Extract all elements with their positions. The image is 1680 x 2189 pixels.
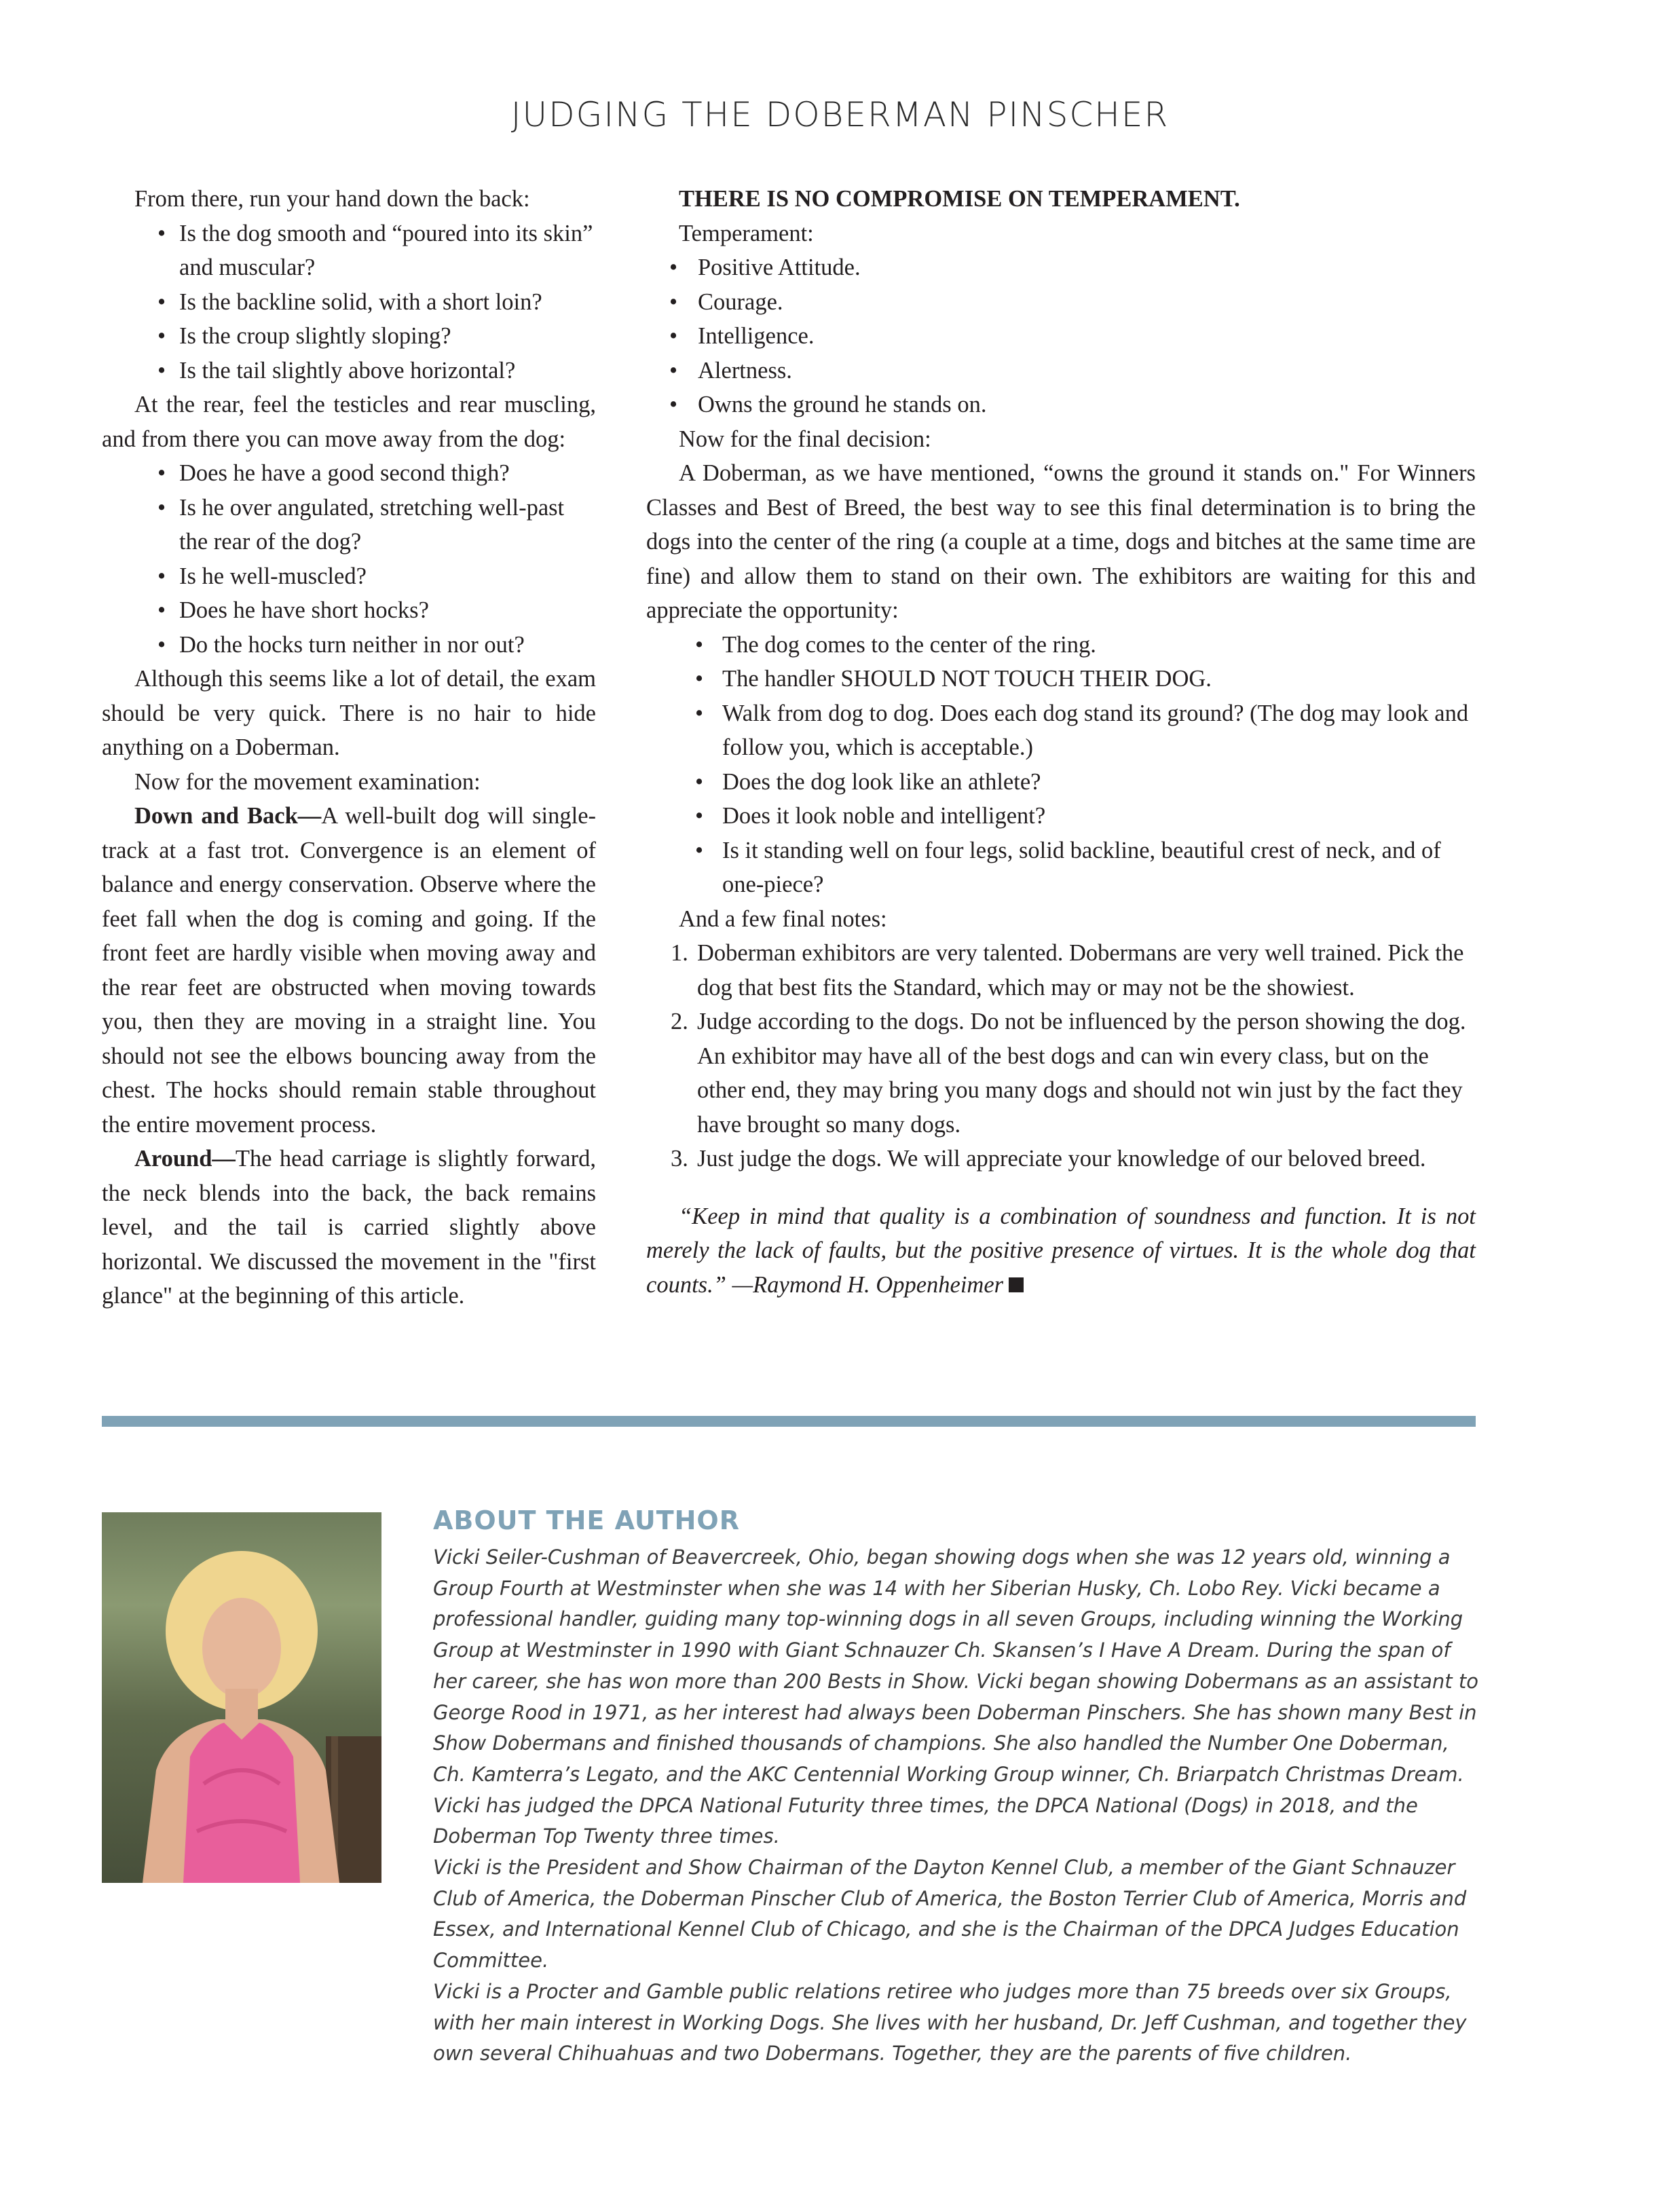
right-column — [646, 182, 1476, 1302]
list-item: • Is the backline solid, with a short loin? — [102, 285, 596, 320]
list-item: • Do the hocks turn neither in nor out? — [102, 628, 596, 662]
around-paragraph — [102, 1142, 596, 1313]
list-item: • Walk from dog to dog. Does each dog stand its ground? (The dog may look and follow you, which is acceptable.) — [646, 696, 1476, 765]
temperament-heading — [646, 182, 1476, 217]
list-item: • The dog comes to the center of the ring. — [646, 628, 1476, 662]
list-item — [646, 1142, 1476, 1176]
list-item: • Is he over angulated, stretching well-past the rear of the dog? — [102, 491, 596, 559]
end-mark-icon — [1009, 1277, 1024, 1292]
final-notes-list — [646, 936, 1476, 1176]
left-column — [102, 182, 596, 1313]
rear-checklist — [102, 456, 596, 662]
author-bio — [433, 1542, 1478, 2070]
final-intro: Now for the final decision: — [679, 426, 931, 452]
bio-paragraph: Vicki Seiler-Cushman of Beavercreek, Ohio, began showing dogs when she was 12 years old, winning a Group Fourth at Westminster when she was 14 with her Siberian Husky, Ch. Lobo Rey. Vicki became a professional handler, guiding many top-winning dogs in all seven Groups, including winning the Working Group at Westminster in 1990 with Giant Schnauzer Ch. Skansen’s I Have A Dream. During the span of her career, she has won more than 200 Bests in Show. Vicki began showing Dobermans as an assistant to George Rood in 1971, as her interest had always been Doberman Pinschers. She has shown many Best in Show Dobermans and finished thousands of champions. She also handled the Number One Doberman, Ch. Kamterra’s Legato, and the AKC Centennial Working Group winner, Ch. Briarpatch Christmas Dream. Vicki has judged the DPCA National Futurity three times, the DPCA National (Dogs) in 2018, and the Doberman Top Twenty three times. — [433, 1546, 1478, 1848]
list-item: • Does he have a good second thigh? — [102, 456, 596, 491]
around-label: Around— — [134, 1146, 236, 1172]
list-item: • Courage. — [646, 285, 1476, 320]
bio-paragraph: Vicki is the President and Show Chairman of the Dayton Kennel Club, a member of the Giant Schnauzer Club of America, the Doberman Pinscher Club of America, the Boston Terrier Club of America, Morris and Essex, and International Kennel Club of Chicago, and she is the Chairman of the DPCA Judges Education Committee. — [433, 1856, 1467, 1972]
quote-text: “Keep in mind that quality is a combination of soundness and function. It is not merely the lack of faults, but the positive presence of virtues. It is the whole dog that counts.” —Raymond H. Oppenheimer — [646, 1203, 1476, 1298]
temperament-heading-text: THERE IS NO COMPROMISE ON TEMPERAMENT. — [679, 186, 1240, 212]
section-divider — [102, 1416, 1476, 1427]
temperament-list — [646, 250, 1476, 422]
note-number: 3. — [671, 1146, 688, 1172]
rear-intro: At the rear, feel the testicles and rear muscling, and from there you can move away from the dog: — [102, 392, 596, 452]
list-item: • Is it standing well on four legs, solid backline, beautiful crest of neck, and of one-piece? — [646, 834, 1476, 902]
notes-intro: And a few final notes: — [679, 905, 887, 932]
about-author-title: ABOUT THE AUTHOR — [433, 1505, 740, 1535]
page-header: JUDGING THE DOBERMAN PINSCHER — [510, 95, 1170, 134]
note-text: Doberman exhibitors are very talented. Dobermans are very well trained. Pick the dog that best fits the Standard, which may or may not be the showiest. — [697, 940, 1464, 1000]
list-item — [646, 936, 1476, 1005]
bio-paragraph: Vicki is a Procter and Gamble public relations retiree who judges more than 75 breeds over six Groups, with her main interest in Working Dogs. She lives with her husband, Dr. Jeff Cushman, and together they own several Chihuahuas and two Dobermans. Together, they are the parents of five children. — [433, 1979, 1467, 2065]
movement-intro: Now for the movement examination: — [134, 768, 481, 795]
list-item: • Owns the ground he stands on. — [646, 388, 1476, 422]
list-item: • Is the dog smooth and “poured into its skin” and muscular? — [102, 217, 596, 285]
author-photo — [102, 1512, 381, 1883]
note-text: Judge according to the dogs. Do not be influenced by the person showing the dog. An exhibitor may have all of the best dogs and can win every class, but on the other end, they may bring you many dogs and should not win just by the fact they have brought so many dogs. — [697, 1009, 1466, 1138]
list-item: • The handler SHOULD NOT TOUCH THEIR DOG. — [646, 662, 1476, 696]
author-portrait-image — [102, 1512, 381, 1883]
down-and-back-paragraph — [102, 799, 596, 1142]
list-item: • Is the croup slightly sloping? — [102, 319, 596, 354]
around-text: The head carriage is slightly forward, the neck blends into the back, the back remains level, and the tail is carried slightly above horizontal. We discussed the movement in the "first glance" at the beginning of this article. — [102, 1146, 596, 1309]
down-and-back-label: Down and Back— — [134, 803, 322, 829]
list-item: • Does it look noble and intelligent? — [646, 799, 1476, 834]
note-text: Just judge the dogs. We will appreciate your knowledge of our beloved breed. — [697, 1146, 1426, 1172]
list-item — [646, 1005, 1476, 1142]
note-number: 1. — [671, 940, 688, 966]
back-checklist — [102, 217, 596, 388]
list-item: • Does the dog look like an athlete? — [646, 765, 1476, 800]
final-paragraph: A Doberman, as we have mentioned, “owns the ground it stands on." For Winners Classes and Best of Breed, the best way to see this final determination is to bring the dogs into the center of the ring (a couple at a time, dogs and bitches at the same time are fine) and allow them to stand on their own. The exhibitors are waiting for this and appreciate the opportunity: — [646, 460, 1476, 623]
closing-quote — [646, 1199, 1476, 1303]
list-item: • Positive Attitude. — [646, 250, 1476, 285]
back-intro: From there, run your hand down the back: — [134, 186, 530, 212]
list-item: • Intelligence. — [646, 319, 1476, 354]
list-item: • Is the tail slightly above horizontal? — [102, 354, 596, 388]
list-item: • Alertness. — [646, 354, 1476, 388]
detail-paragraph: Although this seems like a lot of detail, the exam should be very quick. There is no hair to hide anything on a Doberman. — [102, 666, 596, 760]
note-number: 2. — [671, 1009, 688, 1034]
list-item: • Does he have short hocks? — [102, 593, 596, 628]
temperament-label: Temperament: — [679, 220, 814, 246]
down-and-back-text: A well-built dog will single-track at a fast trot. Convergence is an element of balance and energy conservation. Observe where the feet fall when the dog is coming and going. If the front feet are hardly visible when moving away and the rear feet are obstructed when moving towards you, then they are moving in a straight line. You should not see the elbows bouncing away from the chest. The hocks should remain stable throughout the entire movement process. — [102, 803, 596, 1138]
list-item: • Is he well-muscled? — [102, 559, 596, 594]
final-checklist — [646, 628, 1476, 902]
